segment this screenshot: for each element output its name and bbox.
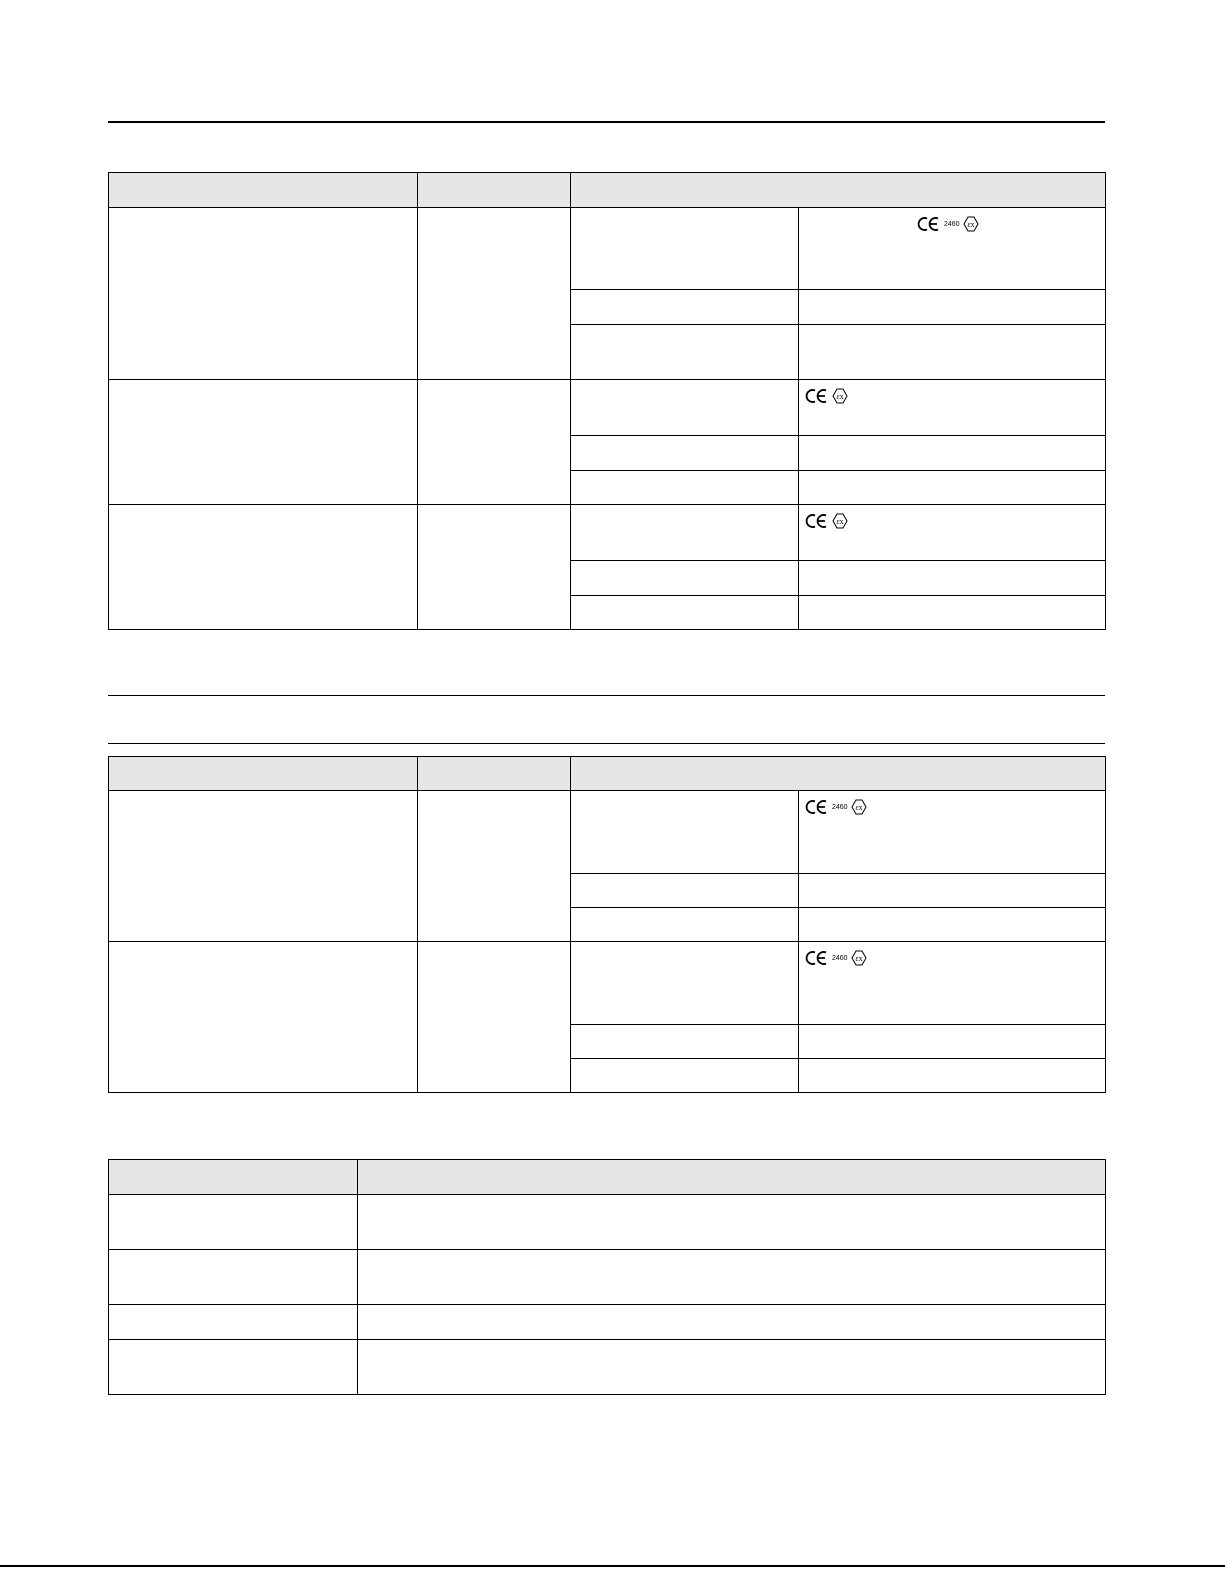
table-header-row — [109, 173, 1106, 208]
notified-body-number: 2460 — [832, 954, 848, 962]
table-cell — [109, 1340, 358, 1395]
svg-text:εx: εx — [854, 954, 863, 963]
table-cell — [571, 874, 799, 908]
table-cell — [799, 471, 1106, 505]
svg-text:εx: εx — [966, 220, 975, 229]
table-cell — [799, 1025, 1106, 1059]
ex-mark-icon — [832, 388, 848, 404]
header-cell — [109, 757, 418, 791]
table-cell — [109, 208, 418, 380]
table-header-row — [109, 757, 1106, 791]
table-cell — [109, 942, 418, 1093]
table-cell — [571, 1059, 799, 1093]
table-cell — [799, 561, 1106, 596]
ce-mark-icon — [805, 950, 829, 966]
certification-table-1 — [108, 172, 1106, 630]
ce-mark-icon — [805, 388, 829, 404]
table-cell — [418, 791, 571, 942]
header-cell — [571, 757, 1106, 791]
table-row — [109, 1340, 1106, 1395]
table-cell — [109, 1195, 358, 1250]
table-row — [109, 1195, 1106, 1250]
ex-mark-icon — [851, 799, 867, 815]
notified-body-number: 2460 — [944, 220, 960, 228]
approval-mark — [805, 388, 848, 404]
table-cell — [799, 380, 1106, 436]
table-cell — [109, 505, 418, 630]
table-cell — [799, 908, 1106, 942]
ex-mark-icon — [963, 216, 979, 232]
table-cell — [571, 791, 799, 874]
table-cell — [799, 290, 1106, 325]
bottom-rule — [0, 1565, 1225, 1567]
section-rule — [108, 743, 1105, 744]
table-cell — [109, 791, 418, 942]
table-cell — [571, 436, 799, 471]
table-cell — [571, 908, 799, 942]
header-cell — [109, 173, 418, 208]
section-rule — [108, 695, 1105, 696]
svg-text:εx: εx — [836, 392, 844, 401]
ex-mark-icon — [851, 950, 867, 966]
svg-text:εx: εx — [836, 517, 844, 526]
table-cell — [358, 1250, 1106, 1305]
table-cell — [571, 561, 799, 596]
table-row — [109, 1305, 1106, 1340]
table-cell — [418, 380, 571, 505]
ce-mark-icon — [805, 799, 829, 815]
table-cell — [418, 942, 571, 1093]
header-cell — [358, 1160, 1106, 1195]
table-cell — [799, 325, 1106, 380]
approval-mark — [805, 513, 848, 529]
top-rule — [108, 121, 1105, 123]
approval-mark — [805, 799, 867, 815]
table-cell — [571, 505, 799, 561]
header-cell — [418, 173, 571, 208]
table-row — [109, 1250, 1106, 1305]
header-cell — [571, 173, 1106, 208]
table-cell — [571, 380, 799, 436]
table-row — [109, 791, 1106, 874]
ce-mark-icon — [805, 513, 829, 529]
table-cell — [571, 208, 799, 290]
table-row — [109, 380, 1106, 436]
svg-text:εx: εx — [854, 803, 863, 812]
approval-mark — [917, 216, 979, 232]
table-cell — [799, 596, 1106, 630]
header-cell — [109, 1160, 358, 1195]
table-cell — [358, 1305, 1106, 1340]
table-cell — [358, 1340, 1106, 1395]
table-cell — [418, 505, 571, 630]
table-row — [109, 208, 1106, 290]
table-cell — [571, 1025, 799, 1059]
table-cell — [799, 436, 1106, 471]
table-cell — [109, 380, 418, 505]
table-header-row — [109, 1160, 1106, 1195]
table-cell — [799, 505, 1106, 561]
table-cell — [571, 596, 799, 630]
table-cell — [799, 791, 1106, 874]
table-cell — [109, 1305, 358, 1340]
notified-body-number: 2460 — [832, 803, 848, 811]
table-cell — [358, 1195, 1106, 1250]
table-cell — [109, 1250, 358, 1305]
table-cell — [799, 208, 1106, 290]
table-cell — [799, 1059, 1106, 1093]
table-cell — [571, 942, 799, 1025]
definitions-table — [108, 1159, 1106, 1395]
table-cell — [571, 471, 799, 505]
ce-mark-icon — [917, 216, 941, 232]
ex-mark-icon — [832, 513, 848, 529]
table-cell — [418, 208, 571, 380]
certification-table-2 — [108, 756, 1106, 1093]
table-cell — [571, 290, 799, 325]
table-row — [109, 942, 1106, 1025]
table-cell — [571, 325, 799, 380]
table-row — [109, 505, 1106, 561]
approval-mark — [805, 950, 867, 966]
header-cell — [418, 757, 571, 791]
table-cell — [799, 942, 1106, 1025]
table-cell — [799, 874, 1106, 908]
